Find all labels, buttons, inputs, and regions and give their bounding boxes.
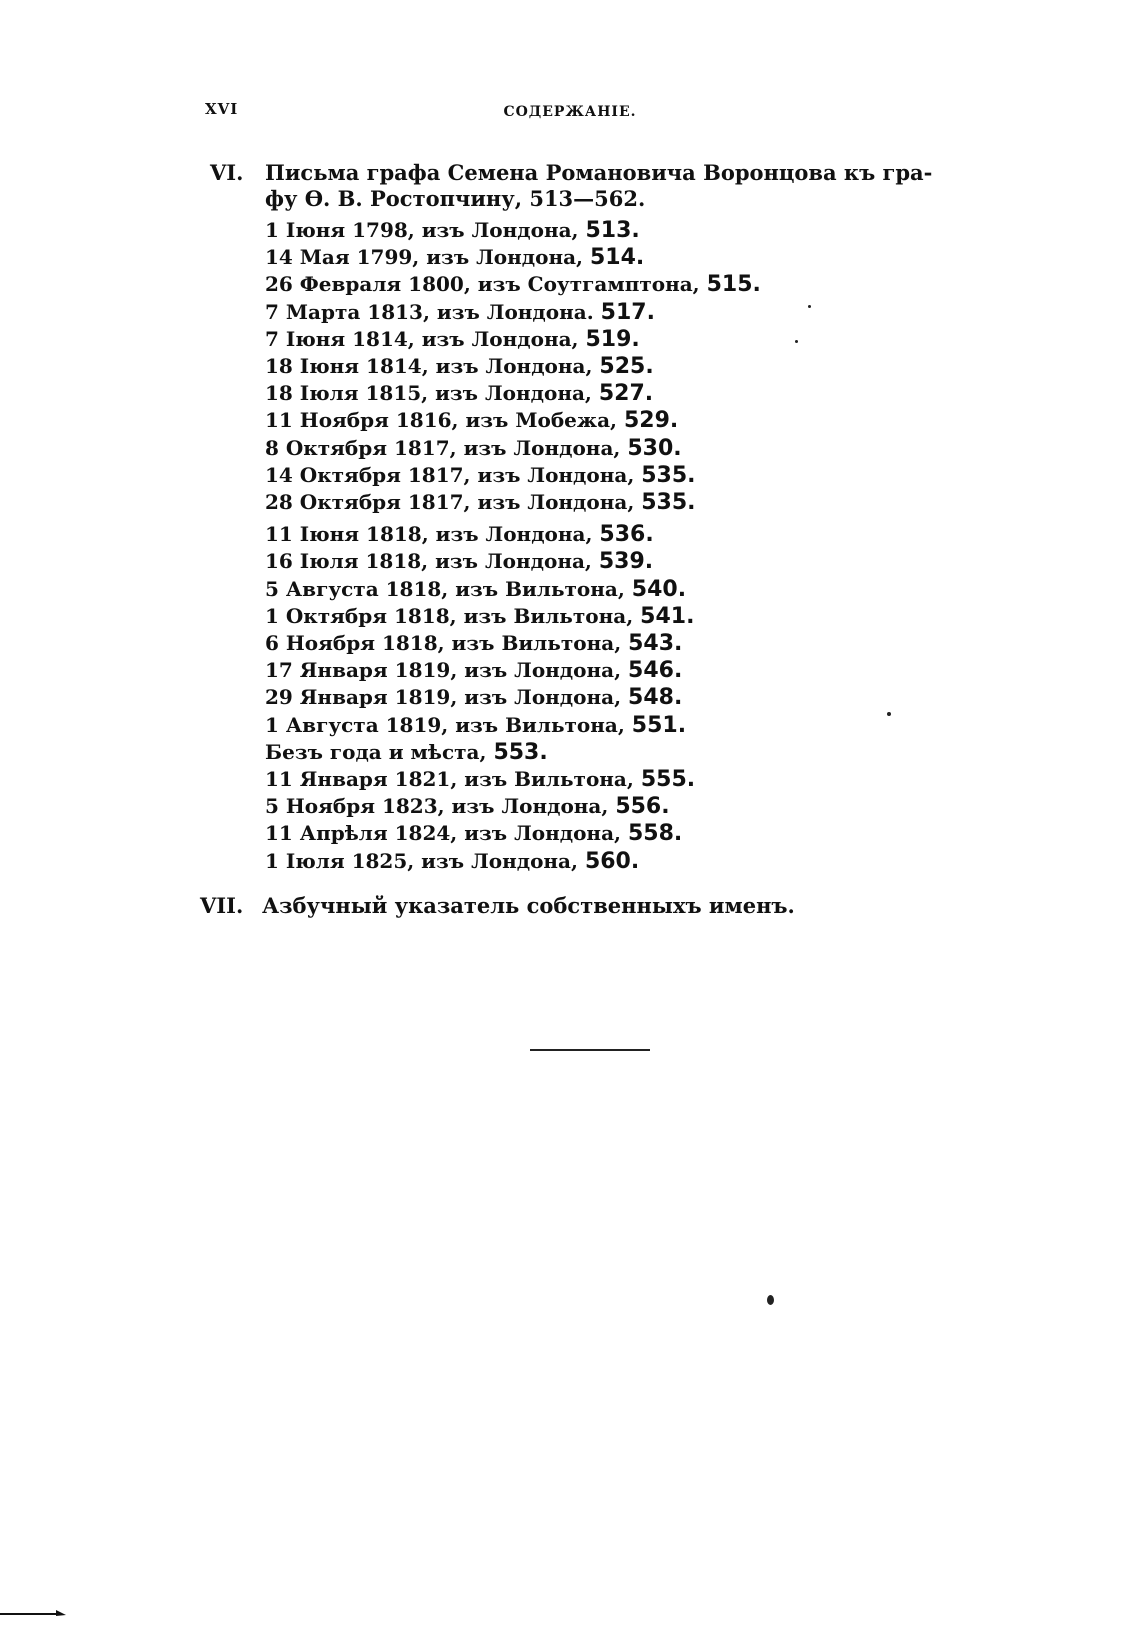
letter-date-place: 11 Ноября 1816, изъ Мобежа, (265, 408, 618, 433)
letter-page-number: 556. (615, 794, 670, 820)
letter-date-place: 14 Мая 1799, изъ Лондона, (265, 245, 584, 270)
letter-date-place: 17 Января 1819, изъ Лондона, (265, 658, 622, 683)
letter-page-number: 529. (624, 408, 679, 434)
letter-page-number: 543. (628, 631, 683, 657)
letter-entry (265, 326, 761, 353)
letter-page-number: 535. (641, 462, 696, 488)
section-vi-title-line-1 (210, 160, 1010, 186)
letter-entry (265, 820, 761, 847)
letter-entry (265, 489, 761, 516)
letter-page-number: 541. (640, 603, 695, 629)
section-vi-title-line-2: фу Ѳ. В. Ростопчину, 513—562. (265, 186, 646, 211)
letter-date-place: 26 Февраля 1800, изъ Соутгамптона, (265, 272, 700, 297)
letter-page-number: 553. (493, 739, 548, 765)
letter-entry (265, 630, 761, 657)
end-rule (530, 1049, 650, 1051)
letter-date-place: 5 Августа 1818, изъ Вильтона, (265, 576, 625, 601)
letter-entry (265, 380, 761, 407)
letter-date-place: 1 Iюня 1798, изъ Лондона, (265, 218, 579, 242)
letter-page-number: 530. (627, 435, 682, 461)
section-vi-number: VI. (210, 160, 244, 185)
letter-date-place: 18 Iюля 1815, изъ Лондона, (265, 381, 592, 406)
letter-date-place: 29 Января 1819, изъ Лондона, (265, 685, 622, 710)
corner-mark (0, 1610, 68, 1616)
letter-page-number: 558. (627, 821, 683, 847)
letter-page-number: 560. (584, 848, 640, 874)
letter-entry (265, 521, 761, 548)
letter-entry (265, 299, 761, 326)
letter-date-place: 11 Января 1821, изъ Вильтона, (265, 767, 634, 792)
letter-entry (265, 848, 761, 875)
page-number: XVI (205, 100, 239, 118)
letter-page-number: 535. (641, 490, 696, 516)
letter-entry (265, 548, 761, 575)
letter-entry (265, 407, 761, 434)
letter-date-place: 28 Октября 1817, изъ Лондона, (265, 490, 635, 515)
letter-page-number: 517. (600, 299, 655, 325)
letter-entry (265, 766, 761, 793)
letter-entry (265, 712, 761, 739)
letter-page-number: 546. (628, 658, 683, 684)
letter-page-number: 539. (598, 549, 654, 575)
letter-entry (265, 435, 761, 462)
section-vii-title: Азбучный указатель собственныхъ именъ. (262, 893, 795, 918)
letter-date-place: 8 Октября 1817, изъ Лондона, (265, 435, 621, 460)
letter-page-number: 540. (631, 576, 687, 602)
letter-date-place: 5 Ноября 1823, изъ Лондона, (265, 794, 609, 819)
letter-entry (265, 657, 761, 684)
letter-entry (265, 739, 761, 766)
letter-page-number: 551. (631, 712, 687, 738)
letter-page-number: 525. (599, 354, 654, 380)
letter-entry (265, 271, 761, 298)
letter-date-place: Безъ года и мѣста, (265, 739, 487, 764)
letter-date-place: 16 Iюля 1818, изъ Лондона, (265, 549, 592, 574)
letter-entry (265, 793, 761, 820)
speck (887, 712, 891, 716)
letter-date-place: 18 Iюня 1814, изъ Лондона, (265, 354, 593, 379)
speck (795, 340, 798, 343)
section-vii-number: VII. (200, 893, 244, 918)
letter-page-number: 527. (598, 381, 654, 407)
letter-date-place: 7 Iюня 1814, изъ Лондона, (265, 326, 579, 351)
letter-page-number: 514. (590, 245, 645, 271)
letter-page-number: 548. (628, 685, 683, 711)
letter-date-place: 1 Октября 1818, изъ Вильтона, (265, 603, 634, 628)
letter-entry (265, 603, 761, 630)
speck (808, 305, 811, 308)
letter-page-number: 513. (585, 218, 640, 243)
letter-page-number: 515. (706, 272, 761, 298)
letter-date-place: 7 Марта 1813, изъ Лондона. (265, 299, 594, 324)
letter-entry (265, 684, 761, 711)
letter-date-place: 11 Iюня 1818, изъ Лондона, (265, 522, 593, 547)
letter-date-place: 11 Апрѣля 1824, изъ Лондона, (265, 821, 621, 846)
letter-entry (265, 462, 761, 489)
section-vi-heading (210, 160, 1010, 212)
letter-entry (265, 217, 761, 244)
letters-list (265, 217, 761, 875)
letter-date-place: 14 Октября 1817, изъ Лондона, (265, 462, 635, 487)
letter-date-place: 1 Iюля 1825, изъ Лондона, (265, 848, 578, 873)
letter-entry (265, 353, 761, 380)
running-head: СОДЕРЖАНIЕ. (503, 104, 637, 120)
letter-date-place: 6 Ноября 1818, изъ Вильтона, (265, 631, 622, 656)
letter-entry (265, 244, 761, 271)
letter-entry (265, 576, 761, 603)
letter-page-number: 536. (599, 522, 654, 548)
section-vii-heading (200, 893, 1000, 919)
letter-page-number: 555. (640, 767, 696, 793)
section-vi-title-text: Письма графа Семена Романовича Воронцова къ гра- (265, 160, 933, 185)
letter-date-place: 1 Августа 1819, изъ Вильтона, (265, 712, 625, 737)
speck (767, 1295, 774, 1305)
letter-page-number: 519. (585, 326, 640, 352)
